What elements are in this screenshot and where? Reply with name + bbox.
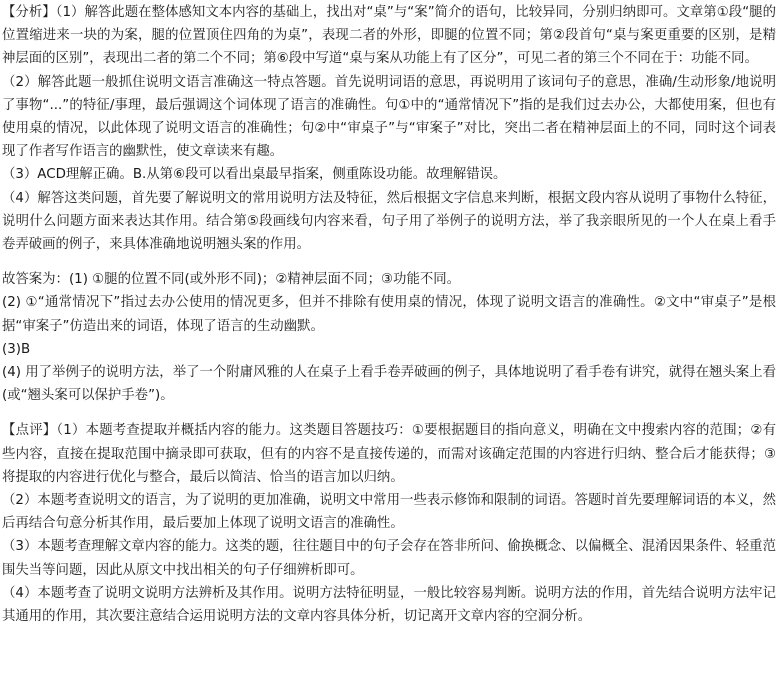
answer-paragraph-2: (2) ①“通常情况下”指过去办公使用的情况更多，但并不排除有使用桌的情况，体现了说明文语言的准确性。②文中“审桌子”是根据“审案子”仿造出来的词语，体现了语言的生动幽默。 — [2, 295, 776, 334]
analysis-paragraph-2: （2）解答此题一般抓住说明文语言准确这一特点答题。首先说明词语的意思，再说明用了该词句子的意思，准确/生动形象/地说明了事物“...”的特征/事理，最后强调这个词体现了语言的准确性。句①中的“通常情况下”指的是我们过去办公，大都使用案，但也有使用桌的情况，以此体现了说明文语言的准确性；句②中“审桌子”与“审案子”对比，突出二者在精神层面上的不同，同时这个词表现了作者写作语言的幽默性，使文章读来有趣。 — [2, 74, 776, 160]
comment-paragraph-4: （4）本题考查了说明文说明方法辨析及其作用。说明方法特征明显，一般比较容易判断。说明方法的作用，首先结合说明方法牢记其通用的作用，其次要注意结合运用说明方法的文章内容具体分析，切记离开文章内容的空洞分析。 — [2, 585, 776, 625]
analysis-paragraph-4: （4）解答这类问题，首先要了解说明文的常用说明方法及特征，然后根据文字信息来判断，根据文段内容从说明了事物什么特征，说明什么问题方面来表达其作用。结合第⑤段画线句内容来看，句子用了举例子的说明方法，举了我亲眼所见的一个人在桌上看手卷弄破画的例子，来具体准确地说明翘头案的作用。 — [2, 190, 776, 253]
answer-paragraph-3: (3)B — [2, 341, 31, 357]
analysis-paragraph-1: 【分析】（1）解答此题在整体感知文本内容的基础上，找出对“桌”与“案”简介的语句，比较异同，分别归纳即可。文章第①段“腿的位置缩进来一块的为案，腿的位置顶住四角的为桌”，表现二者的外形，即腿的位置不同；第②段首句“桌与案更重要的区别，是精神层面的区别”，表现出二者的第二个不同；第⑥段中写道“桌与案从功能上有了区分”，可见二者的第三个不同在于：功能不同。 — [2, 5, 776, 67]
comment-paragraph-2: （2）本题考查说明文的语言，为了说明的更加准确，说明文中常用一些表示修饰和限制的词语。答题时首先要理解词语的本义，然后再结合句意分析其作用，最后要加上体现了说明文语言的准确性。 — [2, 493, 776, 532]
analysis-section — [2, 0, 776, 256]
comment-paragraph-1: 【点评】（1）本题考查提取并概括内容的能力。这类题目答题技巧：①要根据题目的指向意义，明确在文中搜索内容的范围；②有些内容，直接在提取范围中摘录即可获取，但有的内容不是直接传递的，而需对该确定范围的内容进行归纳、整合后才能获得；③将提取的内容进行优化与整合，最后以简洁、恰当的语言加以归纳。 — [2, 423, 776, 485]
analysis-paragraph-3: （3）ACD理解正确。B.从第⑥段可以看出桌最早指案，侧重陈设功能。故理解错误。 — [2, 167, 507, 183]
answer-section — [2, 268, 776, 407]
answer-paragraph-1: 故答案为：(1) ①腿的位置不同(或外形不同)；②精神层面不同；③功能不同。 — [2, 272, 461, 288]
comment-section — [2, 419, 776, 628]
comment-paragraph-3: （3）本题考查理解文章内容的能力。这类的题，往往题目中的句子会存在答非所问、偷换概念、以偏概全、混淆因果条件、轻重范围失当等问题，因此从原文中找出相关的句子仔细辨析即可。 — [2, 539, 776, 578]
answer-paragraph-4: (4) 用了举例子的说明方法，举了一个附庸风雅的人在桌子上看手卷弄破画的例子，具体地说明了看手卷有讲究，就得在翘头案上看(或“翘头案可以保护手卷”)。 — [2, 365, 776, 404]
